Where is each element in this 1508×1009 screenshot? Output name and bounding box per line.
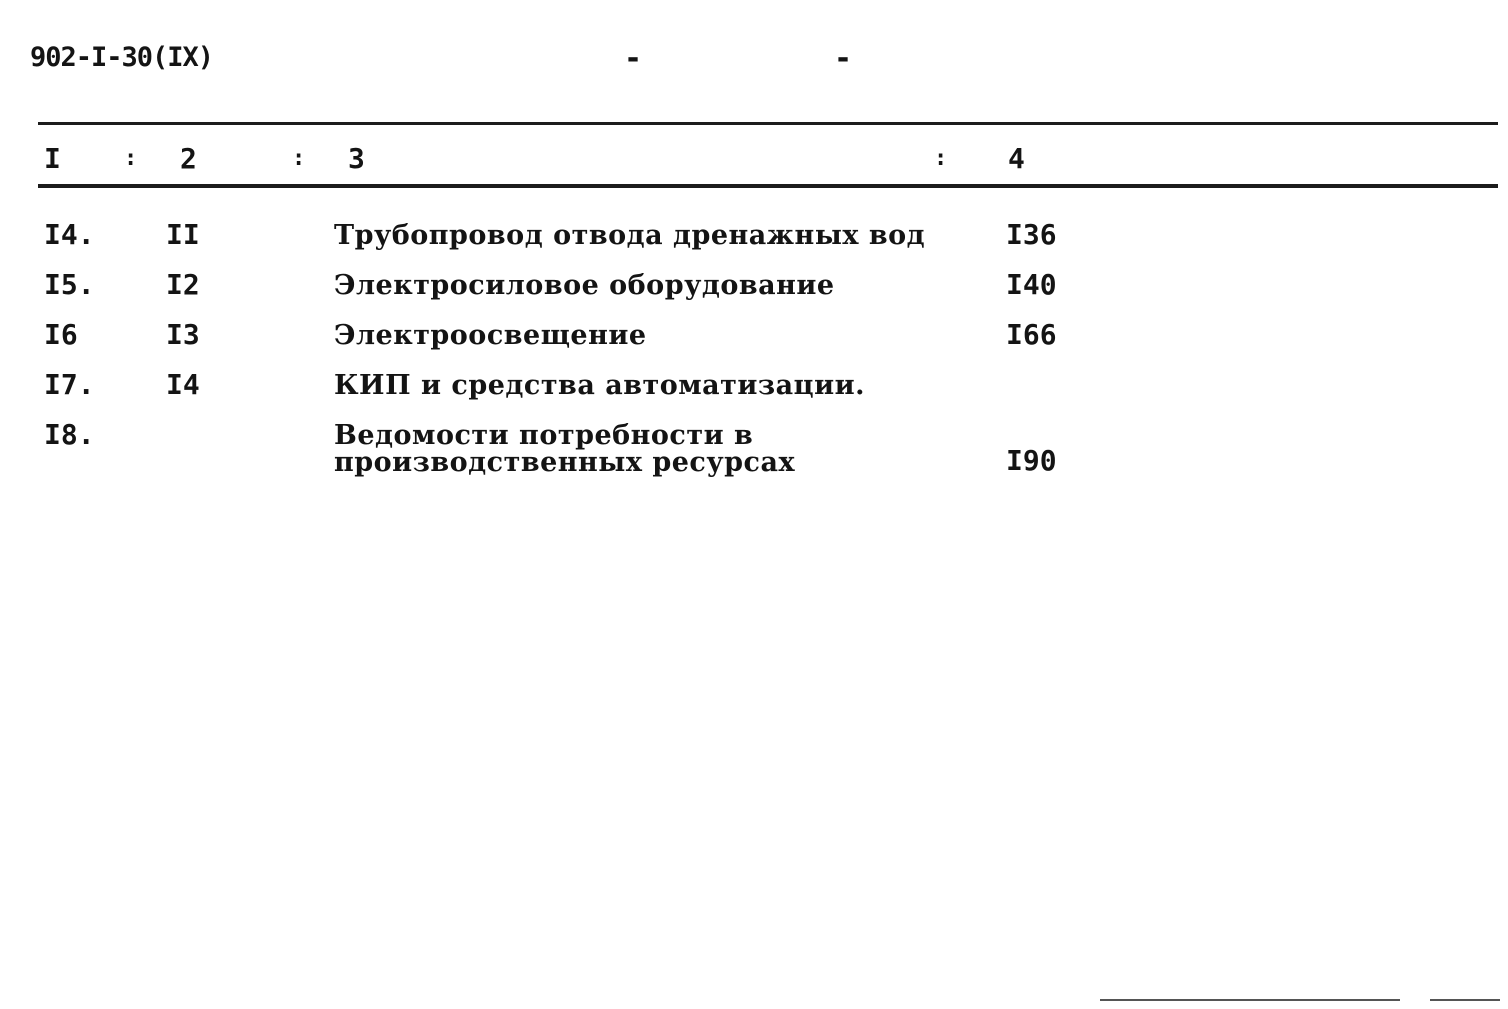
column-header-3: 3 — [348, 142, 365, 175]
row-number: I4. — [44, 218, 95, 251]
column-header-4: 4 — [1008, 142, 1025, 175]
row-title: Электроосвещение — [334, 320, 647, 351]
row-subnumber: I2 — [166, 268, 200, 301]
row-page: I36 — [1006, 218, 1057, 251]
scan-noise-line — [1430, 999, 1500, 1001]
row-title: КИП и средства автоматизации. — [334, 370, 866, 401]
column-separator: : — [292, 146, 306, 171]
row-subnumber: I4 — [166, 368, 200, 401]
row-page: I90 — [1006, 444, 1057, 477]
column-separator: : — [124, 146, 138, 171]
scan-noise-line — [1100, 999, 1400, 1001]
row-title: Ведомости потребности в производственных ресурсах — [334, 420, 796, 478]
document-code: 902-I-30(IX) — [30, 42, 214, 73]
page-dash-left: - — [624, 41, 643, 76]
row-title: Трубопровод отвода дренажных вод — [334, 220, 926, 251]
table-header-rule — [38, 184, 1498, 188]
row-page: I66 — [1006, 318, 1057, 351]
row-page: I40 — [1006, 268, 1057, 301]
row-number: I6 — [44, 318, 78, 351]
column-header-1: I — [44, 142, 61, 175]
row-number: I5. — [44, 268, 95, 301]
row-subnumber: II — [166, 218, 200, 251]
table-top-rule — [38, 122, 1498, 125]
row-number: I7. — [44, 368, 95, 401]
page-dash-right: - — [834, 41, 853, 76]
row-subnumber: I3 — [166, 318, 200, 351]
column-header-2: 2 — [180, 142, 197, 175]
row-title: Электросиловое оборудование — [334, 270, 835, 301]
column-separator: : — [934, 146, 948, 171]
row-number: I8. — [44, 418, 95, 451]
